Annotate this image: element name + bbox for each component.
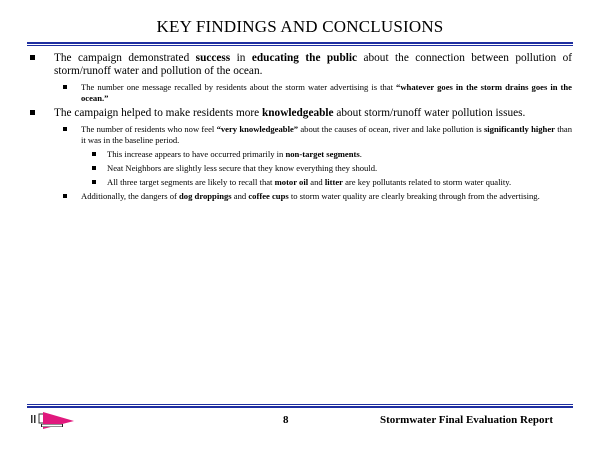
square-bullet-icon [30,110,35,115]
finding-education: The campaign demonstrated success in educating the public about the connection between pollution of storm/runoff water and pollution of the ocean. [0,52,600,78]
header-rule [27,42,573,44]
square-bullet-icon [92,180,96,184]
finding-non-target-segments: This increase appears to have occurred primarily in non-target segments. [0,149,600,160]
footer-rule-thin [27,404,573,405]
square-bullet-icon [92,166,96,170]
finding-neat-neighbors: Neat Neighbors are slightly less secure that they know everything they should. [0,163,600,174]
finding-dog-droppings: Additionally, the dangers of dog droppings and coffee cups to storm water quality are clearly breaking through from the advertising. [0,191,600,202]
square-bullet-icon [63,127,67,131]
company-logo-icon [30,409,80,431]
finding-knowledge: The campaign helped to make residents more knowledgeable about storm/runoff water pollution issues. [0,107,600,120]
square-bullet-icon [63,194,67,198]
report-title: Stormwater Final Evaluation Report [380,414,554,426]
square-bullet-icon [92,152,96,156]
header-rule-thin [27,45,573,46]
square-bullet-icon [30,55,35,60]
footer-rule [27,406,573,408]
finding-very-knowledgeable: The number of residents who now feel “very knowledgeable” about the causes of ocean, river and lake pollution is significantly higher than it was in the baseline period. [0,124,600,146]
page-title: KEY FINDINGS AND CONCLUSIONS [156,17,444,36]
square-bullet-icon [63,85,67,89]
finding-target-segments: All three target segments are likely to recall that motor oil and litter are key pollutants related to storm water quality. [0,177,600,188]
finding-message-recalled: The number one message recalled by residents about the storm water advertising is that “whatever goes in the storm drains goes in the ocean.” [0,82,600,104]
page-number: 8 [283,414,289,426]
findings-list [0,52,600,205]
